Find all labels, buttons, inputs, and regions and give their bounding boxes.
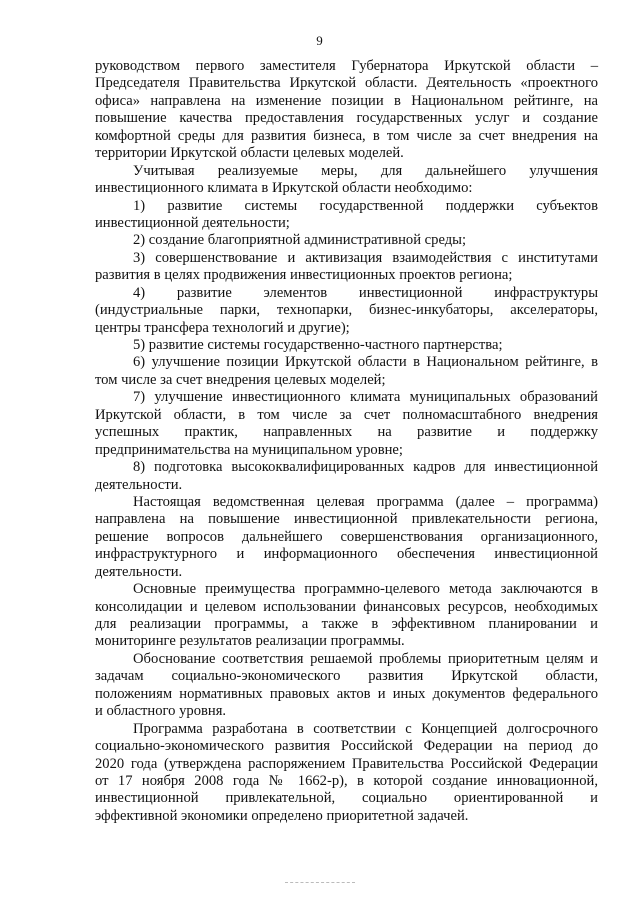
text-line: положениям нормативных правовых актов и иных документов федерального [95,685,598,702]
text-line: 8) подготовка высококвалифицированных кадров для инвестиционной [133,459,598,476]
document-body [95,58,598,825]
text-line: и областного уровня. [95,703,227,720]
text-line: инвестиционной привлекательной, социально ориентированной и [95,790,598,807]
text-line: направлена на повышение инвестиционной привлекательности региона, [95,511,598,528]
text-line: консолидации и целевом использовании финансовых ресурсов, необходимых [95,598,598,615]
text-line: территории Иркутской области целевых моделей. [95,145,404,162]
text-line: решение вопросов дальнейшего совершенствования организационного, [95,528,598,545]
text-line: успешных практик, направленных на развитие и поддержку [95,424,598,441]
text-line: Настоящая ведомственная целевая программа (далее – программа) [133,493,598,510]
text-line: от 17 ноября 2008 года № 1662-р), в которой создание инновационной, [95,772,598,789]
text-line: 7) улучшение инвестиционного климата муниципальных образований [133,389,598,406]
text-line: эффективной экономики определено приоритетной задачей. [95,807,469,824]
text-line: инфраструктурного и информационного обеспечения инвестиционной [95,546,598,563]
text-line: предпринимательства на муниципальном уровне; [95,441,403,458]
text-line: Основные преимущества программно-целевого метода заключаются в [133,581,598,598]
text-line: инвестиционного климата в Иркутской области необходимо: [95,180,473,197]
text-line: 6) улучшение позиции Иркутской области в Национальном рейтинге, в [133,354,598,371]
text-line: (индустриальные парки, технопарки, бизнес-инкубаторы, акселераторы, [95,302,598,319]
text-line: деятельности. [95,563,183,580]
text-line: мониторинге результатов реализации программы. [95,633,405,650]
text-line: 1) развитие системы государственной поддержки субъектов [133,197,598,214]
text-line: 2020 года (утверждена распоряжением Правительства Российской Федерации [95,755,598,772]
text-line: повышение качества предоставления государственных услуг и создание [95,110,598,127]
text-line: Учитывая реализуемые меры, для дальнейшего улучшения [133,162,598,179]
text-line: 2) создание благоприятной административной среды; [133,232,467,249]
text-line: руководством первого заместителя Губернатора Иркутской области – [95,58,598,74]
text-line: 4) развитие элементов инвестиционной инфраструктуры [133,284,598,301]
text-line: инвестиционной деятельности; [95,214,290,231]
text-line: развития в целях продвижения инвестиционных проектов региона; [95,267,513,284]
text-line: 3) совершенствование и активизация взаимодействия с институтами [133,249,598,266]
text-line: Иркутской области, в том числе за счет полномасштабного внедрения [95,406,598,423]
text-line: комфортной среды для развития бизнеса, в том числе за счет внедрения на [95,127,598,144]
text-line: Председателя Правительства Иркутской области. Деятельность «проектного [95,75,598,92]
footer-divider [285,882,355,883]
text-line: для реализации программы, а также в эффективном планировании и [95,616,598,632]
text-line: деятельности. [95,476,183,493]
text-line: офиса» направлена на изменение позиции в Национальном рейтинге, на [95,92,598,109]
text-line: центры трансфера технологий и другие); [95,319,350,336]
text-line: 5) развитие системы государственно-частного партнерства; [133,337,503,353]
page-number: 9 [316,33,323,48]
text-line: Программа разработана в соответствии с Концепцией долгосрочного [133,720,598,737]
text-line: задачам социально-экономического развития Иркутской области, [95,668,598,685]
text-line: социально-экономического развития Российской Федерации на период до [95,738,598,755]
text-line: Обоснование соответствия решаемой проблемы приоритетным целям и [133,650,598,667]
text-line: том числе за счет внедрения целевых моделей; [95,371,386,388]
